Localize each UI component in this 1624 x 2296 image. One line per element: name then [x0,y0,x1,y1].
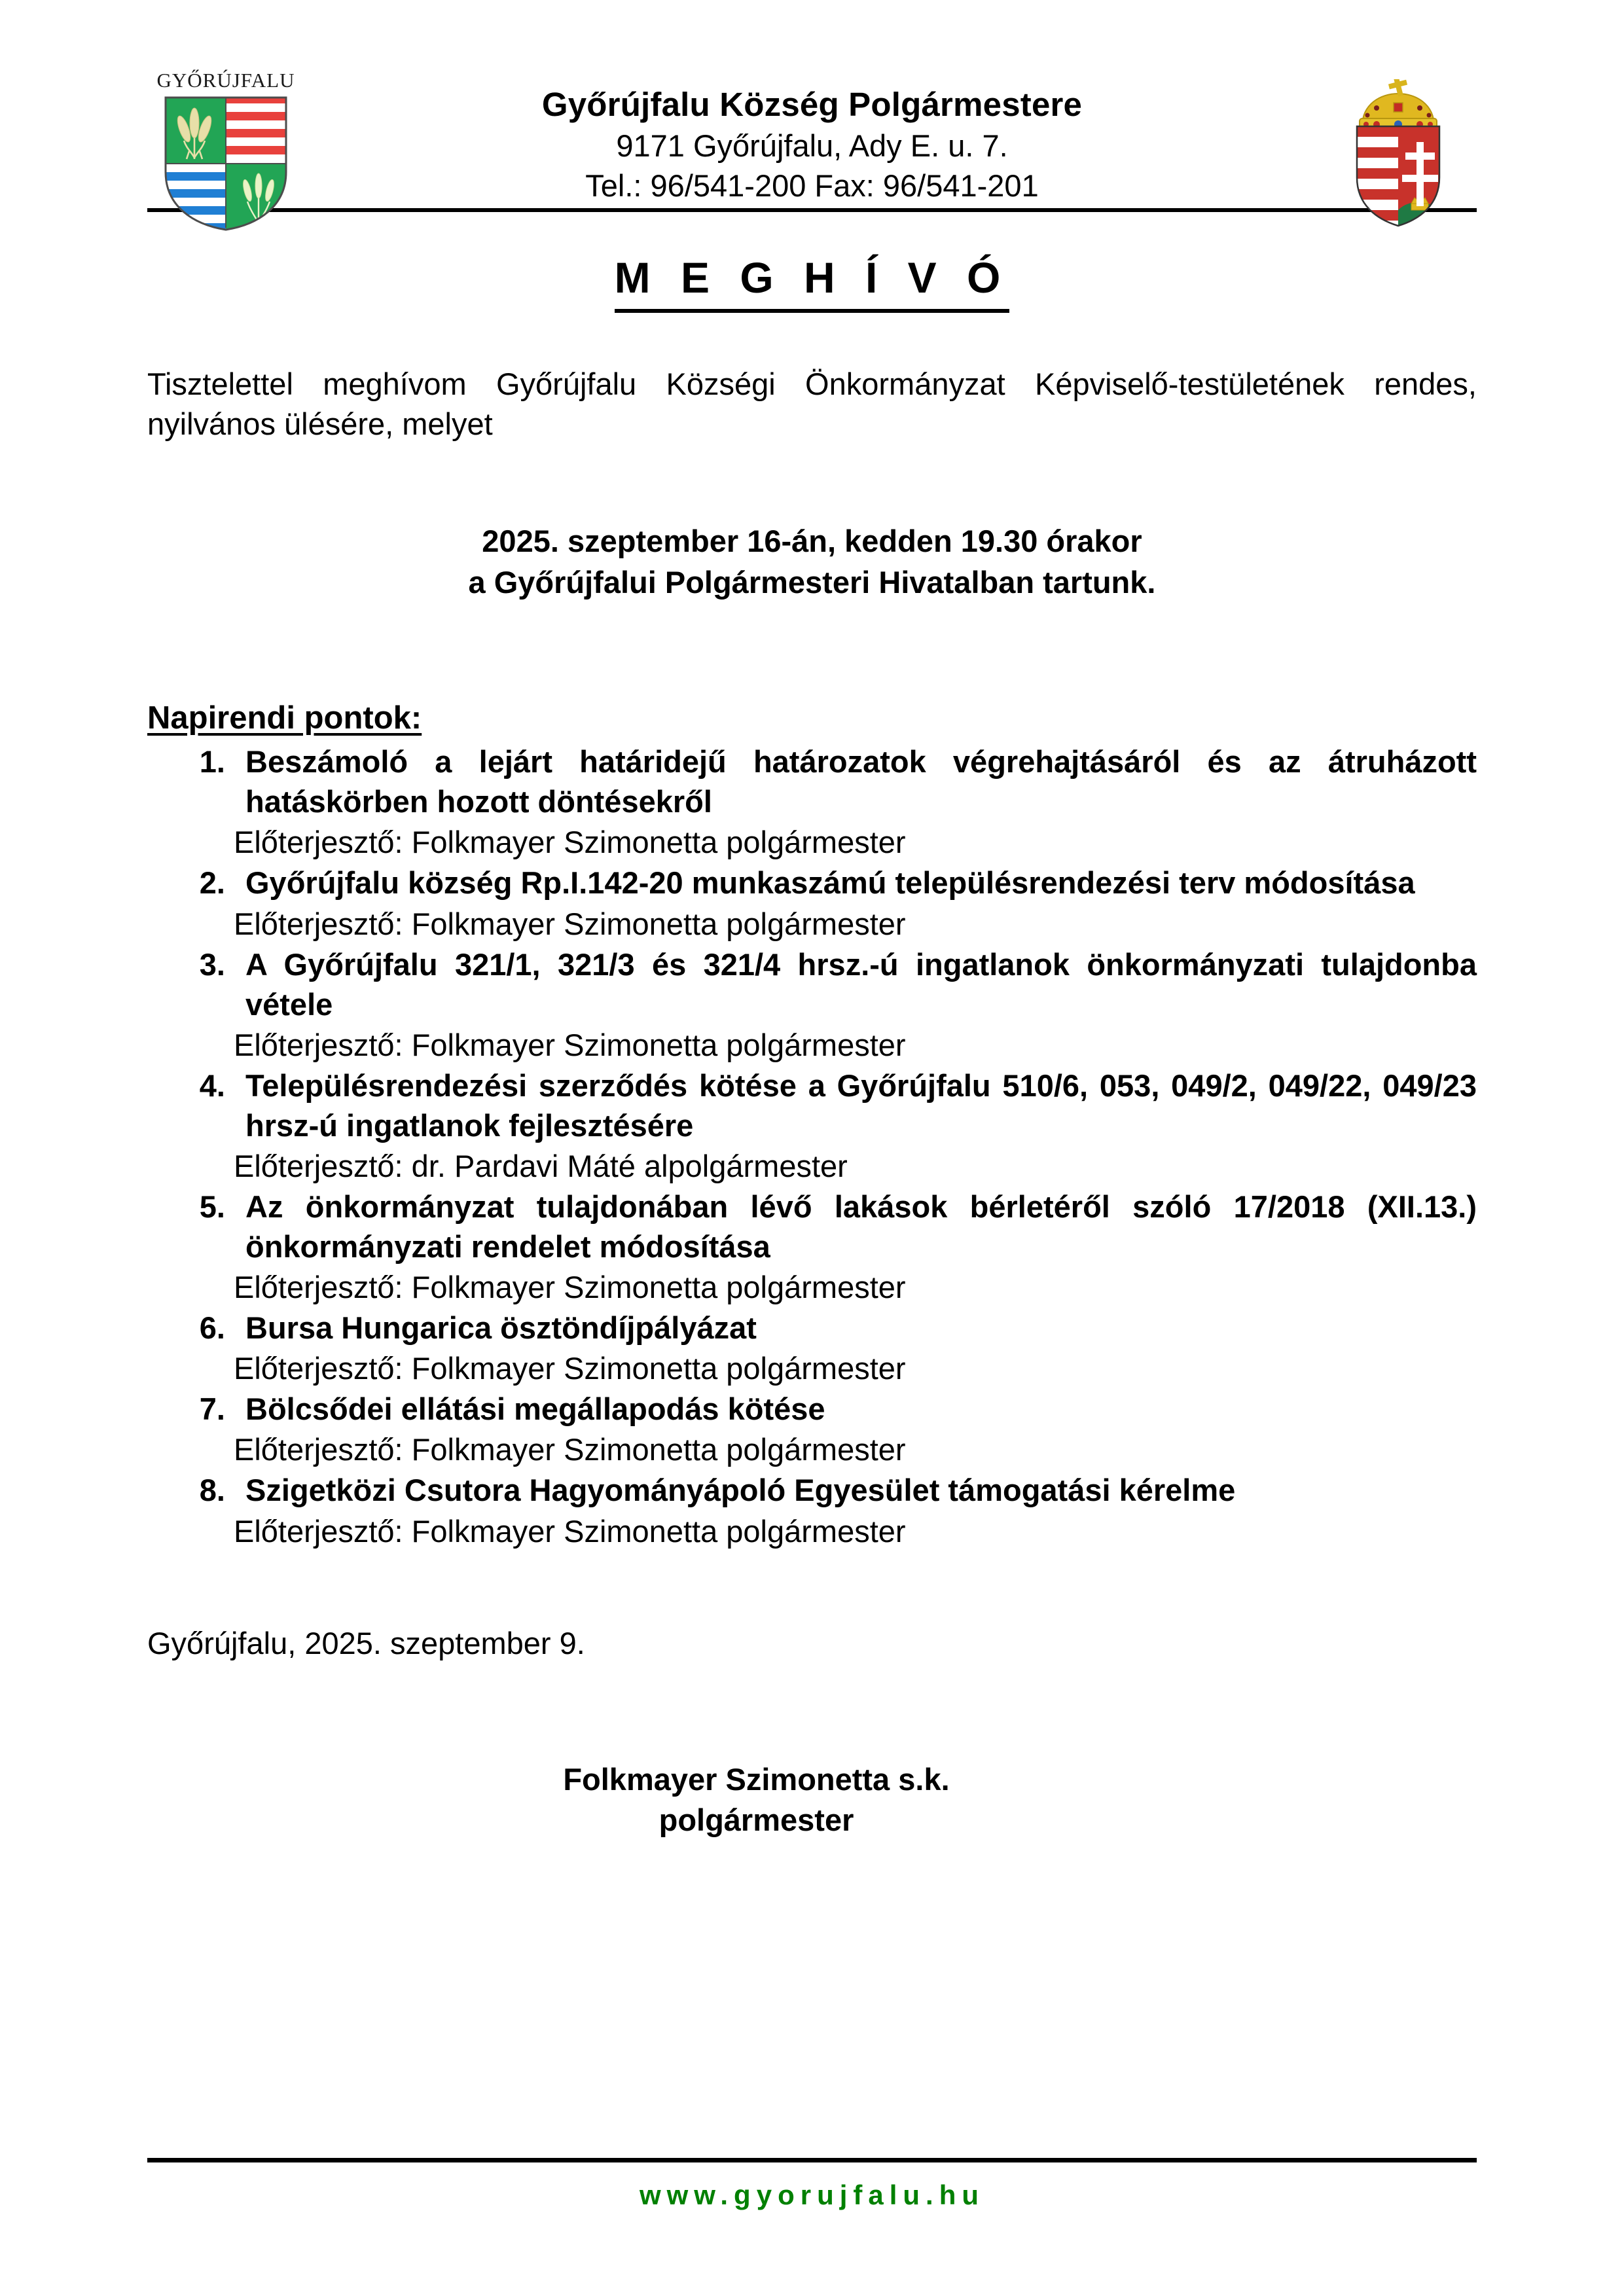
agenda-item [234,1389,1477,1470]
letterhead [147,0,1477,204]
hungarian-national-crest-icon [1343,79,1454,230]
agenda-item-presenter: Előterjesztő: Folkmayer Szimonetta polgármester [234,906,906,941]
gyorujfalu-shield-icon [160,95,291,232]
signer-role: polgármester [659,1803,854,1838]
agenda-item-presenter: Előterjesztő: Folkmayer Szimonetta polgármester [234,1351,906,1386]
agenda-item-title: 6. Bursa Hungarica ösztöndíjpályázat [245,1310,757,1346]
invitation-intro-paragraph: Tisztelettel meghívom Győrújfalu Községi Önkormányzat Képviselő-testületének rendes, nyilvános ülésére, melyet [147,367,1477,442]
hungary-coat-of-arms [1320,69,1477,230]
website-url[interactable]: www.gyorujfalu.hu [639,2179,985,2210]
agenda-item [234,1470,1477,1551]
agenda-item-title: 3. A Győrújfalu 321/1, 321/3 és 321/4 hrsz.-ú ingatlanok önkormányzati tulajdonba vétele [245,946,1477,1022]
agenda-item-title: 2. Győrújfalu község Rp.I.142-20 munkaszámú településrendezési terv módosítása [245,865,1415,901]
letterhead-text-block [304,69,1320,206]
organisation-phone-fax: Tel.: 96/541-200 Fax: 96/541-201 [585,168,1039,204]
village-coat-of-arms [147,69,304,232]
agenda-item-presenter: Előterjesztő: Folkmayer Szimonetta polgármester [234,1027,906,1062]
page-title-text: M E G H Í V Ó [615,253,1010,313]
agenda-item-title: 7. Bölcsődei ellátási megállapodás kötése [245,1391,825,1427]
meeting-datetime: 2025. szeptember 16-án, kedden 19.30 órakor [482,524,1142,559]
agenda-item [234,1066,1477,1187]
village-crest-caption: GYŐRÚJFALU [156,69,295,92]
agenda-list [147,742,1477,1551]
agenda-item [234,944,1477,1066]
agenda-item-presenter: Előterjesztő: Folkmayer Szimonetta polgármester [234,1432,906,1467]
meeting-place: a Győrújfalui Polgármesteri Hivatalban tartunk. [468,564,1156,600]
header-divider-rule [147,208,1477,212]
agenda-item-presenter: Előterjesztő: Folkmayer Szimonetta polgármester [234,825,906,860]
agenda-item [234,1187,1477,1308]
closing-place-date: Győrújfalu, 2025. szeptember 9. [147,1625,585,1660]
page-title [147,253,1477,313]
agenda-item-presenter: Előterjesztő: Folkmayer Szimonetta polgármester [234,1270,906,1305]
signature-block [147,1759,1477,1841]
agenda-item-presenter: Előterjesztő: Folkmayer Szimonetta polgármester [234,1513,906,1549]
organisation-address: 9171 Győrújfalu, Ady E. u. 7. [616,128,1008,164]
agenda-heading: Napirendi pontok: [147,700,422,736]
page-footer [147,2158,1477,2211]
agenda-item [234,863,1477,944]
signer-name: Folkmayer Szimonetta s.k. [563,1761,950,1797]
agenda-item [234,1308,1477,1389]
agenda-item-title: 1. Beszámoló a lejárt határidejű határozatok végrehajtásáról és az átruházott hatáskörben hozott döntésekről [245,744,1477,819]
agenda-item [234,742,1477,863]
agenda-item-presenter: Előterjesztő: dr. Pardavi Máté alpolgármester [234,1148,848,1183]
agenda-item-title: 4. Településrendezési szerződés kötése a Győrújfalu 510/6, 053, 049/2, 049/22, 049/23 hrsz-ú ingatlanok fejlesztésére [245,1067,1477,1143]
meeting-details-block [147,521,1477,603]
agenda-item-title: 8. Szigetközi Csutora Hagyományápoló Egyesület támogatási kérelme [245,1473,1236,1508]
holy-crown-part [1360,79,1437,130]
footer-divider-rule [147,2158,1477,2162]
organisation-title: Győrújfalu Község Polgármestere [541,86,1083,123]
agenda-item-title: 5. Az önkormányzat tulajdonában lévő lakások bérletéről szóló 17/2018 (XII.13.) önkormányzati rendelet módosítása [245,1189,1477,1265]
